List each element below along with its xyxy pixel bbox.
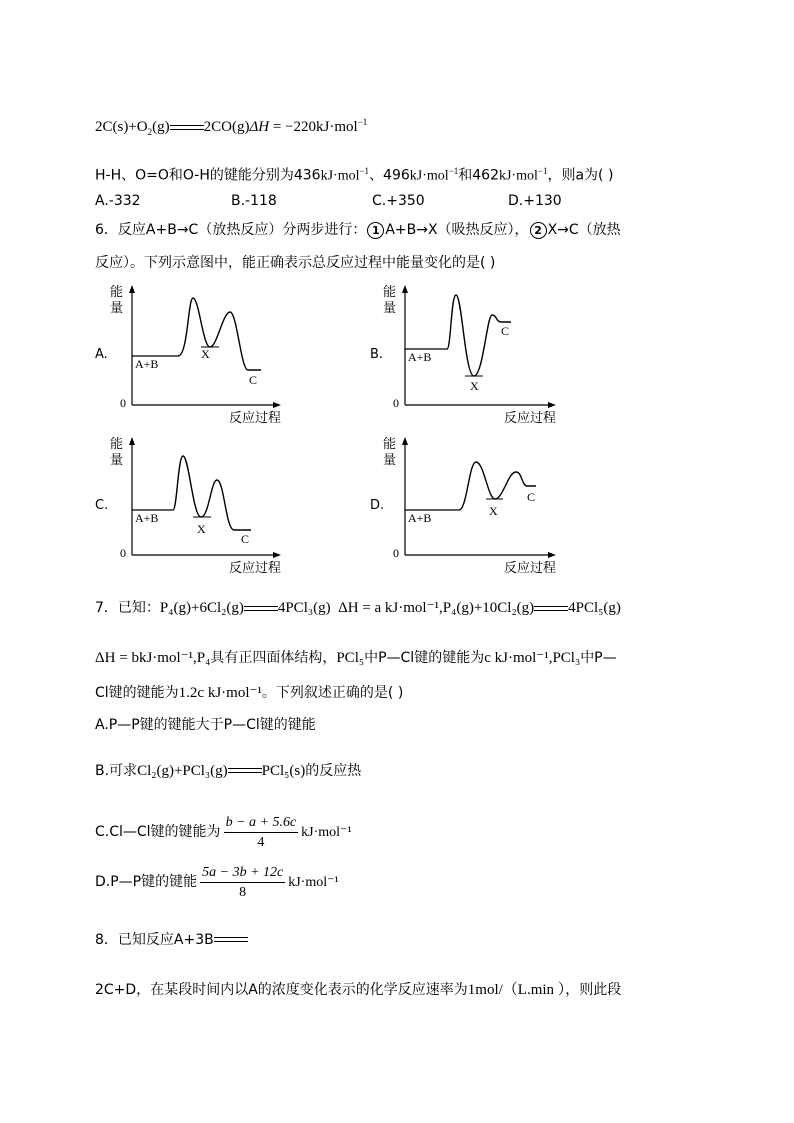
option-text: D.P—P键的键能 [95,874,198,890]
reactant-label: A+B [408,350,432,364]
equation: P₄(g)+6Cl₂(g) [159,600,244,616]
unit: kJ·mol [320,168,360,184]
q6-text: A+B→X（吸热反应）， [385,222,529,238]
q7-option-a[interactable]: A.P—P键的键能大于P—Cl键的键能 [95,717,316,733]
equals-sign [244,603,278,615]
eq-dh-value: = −220kJ·mol [269,119,358,135]
equation: 4PCl₅(g) [568,600,621,616]
equation: ΔH = a kJ·mol⁻¹,P₄(g)+10Cl₂(g) [338,600,535,616]
q7-text: 中P— [580,650,617,666]
reactant-label: A+B [135,357,159,371]
y-axis-arrow [402,437,408,445]
reactant-label: A+B [408,511,432,525]
equals-sign [228,765,262,777]
origin-label: 0 [120,396,126,410]
q7-text: 中P—Cl键的键能为 [364,650,485,666]
q6-text: 6．反应A+B→C（放热反应）分两步进行： [95,222,367,238]
sup: −1 [448,166,459,176]
y-axis-label: 能 [110,437,124,452]
intermediate-label: X [489,504,498,518]
q6-line2: 反应）。下列示意图中，能正确表示总反应过程中能量变化的是( ) [95,255,496,271]
origin-label: 0 [393,546,399,560]
energy-curve [459,462,536,510]
equals-sign [214,934,248,946]
equation: PCl₅(s) [261,763,306,779]
sep: 、496 [369,167,410,184]
equation: Cl₂(g)+PCl₃(g) [137,763,228,779]
diagram-letter[interactable]: D. [370,498,385,513]
q8-text: 8．已知反应A+3B [95,932,214,948]
origin-label: 0 [120,546,126,560]
q6-text: X→C（放热 [547,222,621,238]
q8-text: 2C+D，在某段时间内以A的浓度变化表示的化学反应速率为 [95,982,468,998]
q7-option-c[interactable] [95,812,352,853]
formula: PCl₅ [336,650,365,666]
q7-text: Cl键的键能为 [95,685,179,701]
q7-text: 7．已知： [95,600,160,616]
x-axis-label: 反应过程 [229,411,282,426]
option-text: B.可求 [95,763,138,779]
x-axis-label: 反应过程 [229,561,282,576]
y-axis-label: 量 [110,301,124,316]
formula: c kJ·mol⁻¹,PCl₃ [484,650,581,666]
q8-line1 [95,930,248,950]
x-axis-label: 反应过程 [504,411,557,426]
denominator: 8 [239,884,247,900]
x-axis-label: 反应过程 [504,561,557,576]
fraction [200,864,285,901]
intermediate-label: X [201,347,210,361]
unit: kJ·mol [499,168,538,184]
q7-text: 。下列叙述正确的是( ) [261,685,404,701]
option-d[interactable]: D.+130 [508,193,562,209]
y-axis-label: 能 [383,437,397,452]
y-axis-label: 量 [383,453,397,468]
q7-line3 [95,683,403,703]
q7-option-d[interactable] [95,862,339,903]
bond-tail: ，则a为( ) [547,167,614,184]
product-label: C [249,373,258,387]
diagram-letter[interactable]: A. [95,347,108,362]
eq-sub: 2 [147,127,153,137]
option-text: 的反应热 [305,763,362,779]
option-b[interactable]: B.-118 [231,193,277,209]
rate: 1mol/（L.min ） [467,982,566,998]
numerator: 5a − 3b + 12c [200,864,285,883]
eq-state: (g) [152,119,170,135]
product-label: C [501,324,510,338]
unit: kJ·mol [409,168,449,184]
equation: ΔH = bkJ·mol⁻¹,P₄ [95,650,211,666]
formula: 1.2c kJ·mol⁻¹ [178,685,262,701]
equals-sign [534,603,568,615]
diagram-letter[interactable]: B. [370,347,384,362]
q7-line1 [95,598,621,618]
sep: 和462 [458,167,499,184]
y-axis-label: 能 [383,285,397,300]
eq-left: 2C(s)+O [95,119,148,135]
origin-label: 0 [393,396,399,410]
q7-option-b[interactable] [95,761,361,781]
option-a[interactable]: A.-332 [95,193,141,209]
equation: 4PCl₃(g) [277,600,331,616]
reactant-label: A+B [135,511,159,525]
eq-dh: ΔH [249,119,270,135]
diagram-letter[interactable]: C. [95,498,109,513]
eq-right: 2CO(g) [203,119,250,135]
circled-number: 2 [530,222,547,239]
unit: kJ·mol⁻¹ [288,875,339,890]
sup: −1 [359,166,370,176]
option-c[interactable]: C.+350 [372,193,425,209]
intermediate-label: X [197,522,206,536]
y-axis-label: 量 [383,301,397,316]
option-text: C.Cl—Cl键的键能为 [95,824,221,840]
bond-text: H-H、O=O和O-H的键能分别为436 [95,167,321,184]
q8-text: ，则此段 [565,982,622,998]
numerator: b − a + 5.6c [224,814,299,833]
sup: −1 [537,166,548,176]
q7-line2 [95,648,617,668]
circled-number: 1 [367,222,384,239]
q8-line2 [95,980,621,1000]
q7-text: 具有正四面体结构， [210,650,337,666]
unit: kJ·mol⁻¹ [301,825,352,840]
eq-sup: −1 [357,117,368,127]
product-label: C [527,490,536,504]
product-label: C [241,532,250,546]
y-axis-label: 量 [110,453,124,468]
y-axis-label: 能 [110,285,124,300]
fraction [224,814,299,851]
intermediate-label: X [470,379,479,393]
denominator: 4 [257,834,265,850]
